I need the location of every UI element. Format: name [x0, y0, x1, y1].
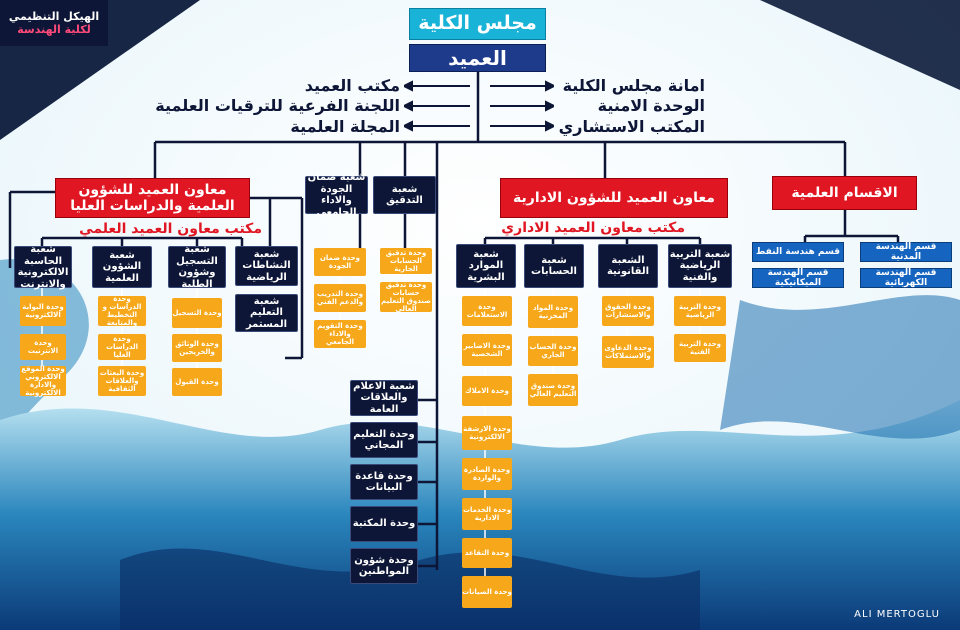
unit-box: وحدة الصادرة والواردة: [462, 458, 512, 490]
unit-box: وحدة البوابة الالكترونية: [20, 296, 66, 326]
unit-box: وحدة التقاعد: [462, 538, 512, 568]
chart-title-line2: لكلية الهندسة: [17, 23, 91, 36]
branch-box: شعبة التسجيل وشؤون الطلبة: [168, 246, 226, 288]
unit-box: وحدة الاملاك: [462, 376, 512, 406]
unit-box: وحدة الخدمات الادارية: [462, 498, 512, 530]
center-column-box: وحدة شؤون المواطنين: [350, 548, 418, 584]
unit-box: وحدة الدراسات العليا: [98, 334, 146, 360]
quality-branch-box: شعبة ضمان الجودة والاداء الجامعي: [305, 176, 368, 214]
unit-box: وحدة الارشفة الالكترونية: [462, 416, 512, 450]
unit-box: وحدة الحقوق والاستشارات: [602, 296, 654, 326]
branch-box: شعبة الموارد البشرية: [456, 244, 516, 288]
unit-box: وحدة الصيانات: [462, 576, 512, 608]
chart-title-badge: [0, 0, 108, 46]
center-column-box: شعبة الاعلام والعلاقات العامة: [350, 380, 418, 416]
admin-office-label: مكتب معاون العميد الاداري: [501, 220, 685, 236]
unit-box: وحدة الاضابير الشخصية: [462, 334, 512, 366]
unit-box: وحدة التسجيل: [172, 298, 222, 328]
center-column-box: وحدة المكتبة: [350, 506, 418, 542]
center-column-box: وحدة التعليم المجاني: [350, 422, 418, 458]
unit-box: وحدة ضمان الجودة: [314, 248, 366, 276]
audit-branch-box: شعبة التدقيق: [373, 176, 436, 214]
unit-box: وحدة تدقيق حسابات صندوق التعليم العالي: [381, 280, 431, 314]
admin-deputy-box: معاون العميد للشؤون الادارية: [500, 178, 728, 218]
side-right-item: الوحدة الامنية: [597, 96, 705, 115]
continuing-education-box: شعبة التعليم المستمر: [235, 294, 298, 332]
department-box: قسم الهندسة المدنية: [860, 242, 952, 262]
unit-box: وحدة التربية الرياضية: [674, 296, 726, 326]
scientific-office-label: مكتب معاون العميد العلمي: [79, 221, 262, 237]
unit-box: وحدة الاستعلامات: [462, 296, 512, 326]
unit-box: وحدة التدريب والدعم الفني: [314, 284, 366, 312]
side-left-item: المجلة العلمية: [290, 117, 400, 136]
chart-title-line1: الهيكل التنظيمي: [8, 10, 100, 23]
unit-box: وحدة الدعاوى والاستملاكات: [602, 336, 654, 368]
unit-box: وحدة تدقيق الحسابات الجارية: [380, 248, 432, 274]
branch-box: شعبة التربية الرياضية والفنية: [668, 244, 732, 288]
unit-box: وحدة الحساب الجاري: [528, 336, 578, 366]
departments-box: الاقسام العلمية: [772, 176, 917, 210]
unit-box: وحدة الموقع الالكتروني والادارة الالكترونية: [21, 364, 65, 398]
department-box: قسم الهندسة الكهربائية: [860, 268, 952, 288]
branch-box: شعبة الحاسبة الالكترونية والانترنت: [14, 246, 72, 288]
unit-box: وحدة البعثات والعلاقات الثقافية: [98, 366, 146, 396]
side-left-item: اللجنة الفرعية للترقيات العلمية: [155, 96, 400, 115]
side-left-item: مكتب العميد: [304, 76, 400, 95]
unit-box: وحدة الانترنيت: [20, 334, 66, 360]
arrows-group: [404, 78, 554, 138]
branch-box: شعبة الشؤون العلمية: [92, 246, 152, 288]
side-right-item: المكتب الاستشاري: [558, 117, 705, 136]
unit-box: وحدة القبول: [172, 368, 222, 396]
unit-box: وحدة الدراسات و التخطيط والمتابعة: [98, 296, 146, 326]
activities-branch-box: شعبة النشاطات الرياضية: [235, 246, 298, 286]
scientific-deputy-box: معاون العميد للشؤون العلمية والدراسات العليا: [55, 178, 250, 218]
dean-box: العميد: [409, 44, 546, 72]
branch-box: الشعبة القانونية: [598, 244, 658, 288]
author-credit: ALI MERTOGLU: [854, 609, 940, 620]
unit-box: وحدة صندوق التعليم العالي: [528, 374, 578, 406]
unit-box: وحدة الوثائق والخريجين: [172, 334, 222, 362]
center-column-box: وحدة قاعدة البيانات: [350, 464, 418, 500]
unit-box: وحدة التقويم والاداء الجامعي: [314, 320, 366, 348]
department-box: قسم الهندسة الميكانيكية: [752, 268, 844, 288]
faculty-council-box: مجلس الكلية: [409, 8, 546, 40]
branch-box: شعبة الحسابات: [524, 244, 584, 288]
side-right-item: امانة مجلس الكلية: [562, 76, 705, 95]
unit-box: وحدة التربية الفنية: [674, 334, 726, 362]
unit-box: وحدة المواد المخزنية: [528, 296, 578, 328]
department-box: قسم هندسة النفط: [752, 242, 844, 262]
